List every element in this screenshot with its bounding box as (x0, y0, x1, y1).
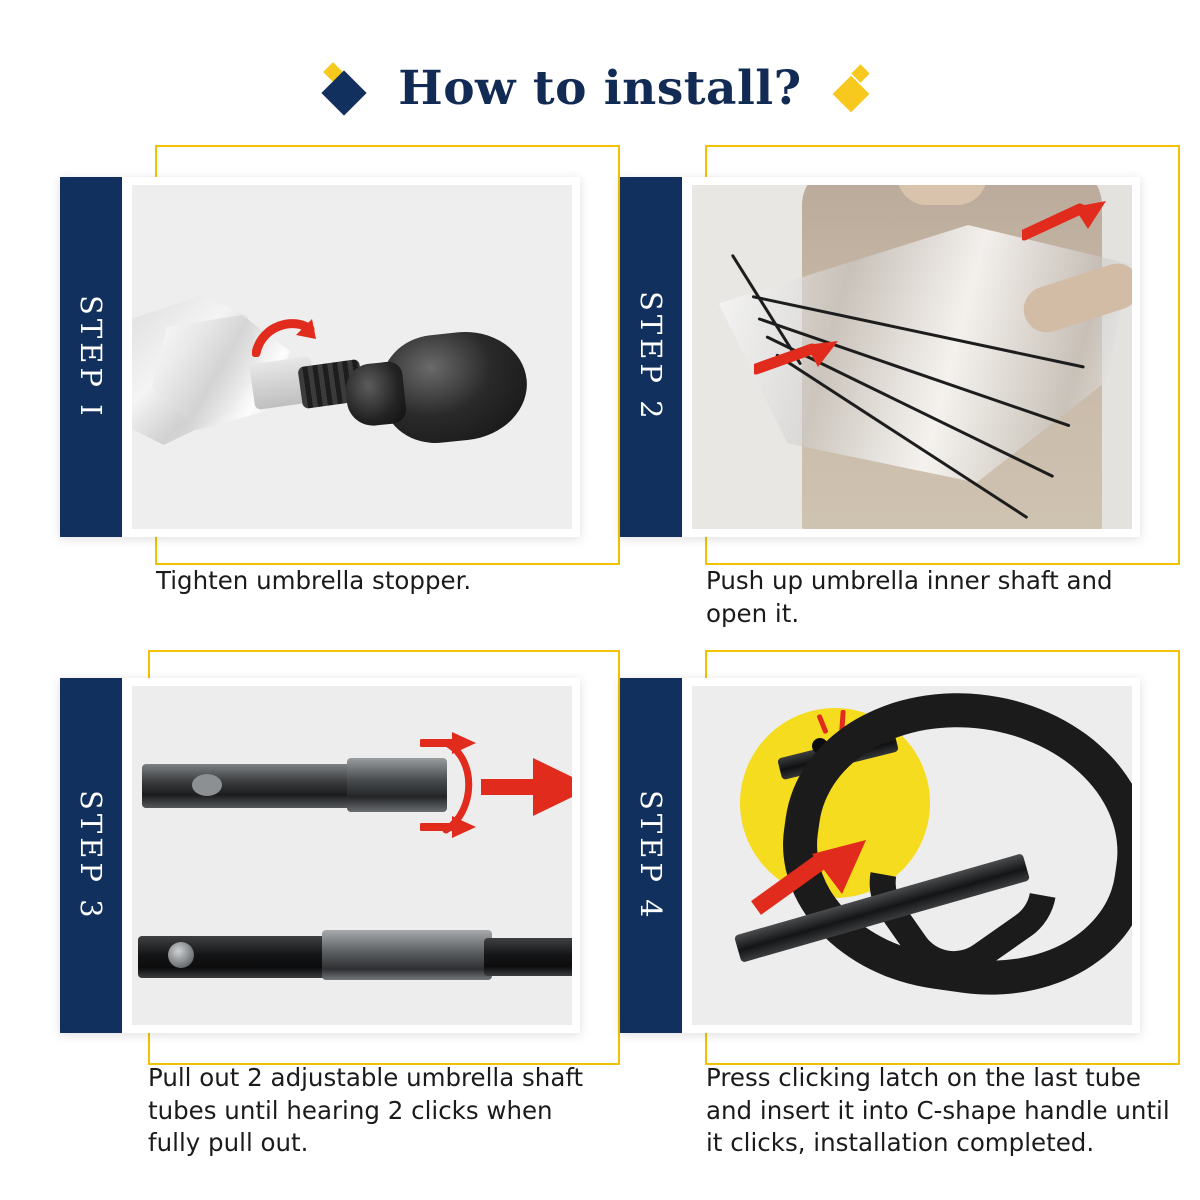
step-1-caption: Tighten umbrella stopper. (156, 566, 472, 595)
step-2-label (620, 177, 682, 537)
step-4-label-text: STEP 4 (634, 789, 668, 922)
step-2-card (620, 177, 1140, 537)
step-3-caption: Pull out 2 adjustable umbrella shaft tubes until hearing 2 clicks when fully pull out. (148, 1063, 584, 1158)
step-4-caption: Press clicking latch on the last tube and insert it into C-shape handle until it clicks, installation completed. (706, 1063, 1170, 1158)
step-1-label-text: STEP I (74, 294, 108, 420)
red-arrow-icon (750, 836, 870, 916)
step-4-card (620, 678, 1140, 1033)
step-card-2 (620, 145, 1140, 628)
step-1-image (132, 185, 572, 529)
page-title-row (0, 48, 1200, 128)
step-3-label (60, 678, 122, 1033)
page-title: How to install? (398, 60, 802, 116)
curved-red-arrow-icon (252, 313, 318, 357)
red-arrow-icon (477, 756, 572, 818)
step-card-1 (60, 145, 580, 625)
diamond-icon (326, 65, 372, 111)
red-arrow-icon (754, 335, 840, 381)
step-3-label-text: STEP 3 (74, 789, 108, 922)
step-2-caption: Push up umbrella inner shaft and open it. (706, 566, 1113, 628)
step-card-4 (620, 650, 1170, 1170)
step-3-image (132, 686, 572, 1025)
step-1-card (60, 177, 580, 537)
step-card-3 (60, 650, 584, 1170)
step-1-label (60, 177, 122, 537)
step-3-card (60, 678, 580, 1033)
step-2-label-text: STEP 2 (634, 291, 668, 423)
red-arrow-icon (1022, 199, 1108, 245)
step-4-label (620, 678, 682, 1033)
step-4-image (692, 686, 1132, 1025)
step-2-image (692, 185, 1132, 529)
diamond-icon (828, 65, 874, 111)
